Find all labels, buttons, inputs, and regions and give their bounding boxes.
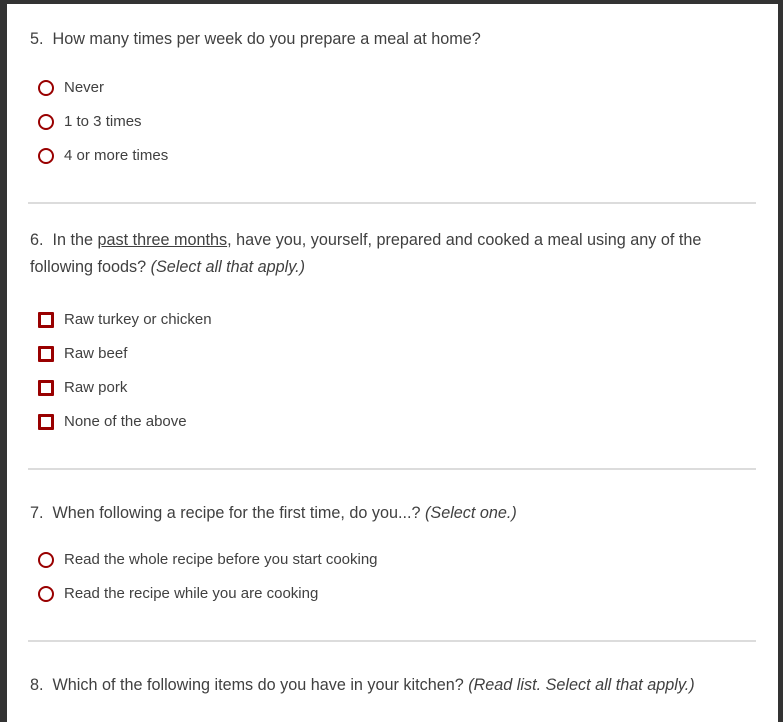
question-text: [30, 227, 756, 281]
question-text-segment: Which of the following items do you have in your kitchen?: [52, 676, 469, 694]
question-text-segment: How many times per week do you prepare a meal at home?: [52, 30, 481, 48]
checkbox-icon[interactable]: [38, 414, 54, 430]
option-label: None of the above: [64, 413, 187, 430]
option-label: Raw turkey or chicken: [64, 311, 212, 328]
question-6: [28, 204, 756, 468]
radio-option[interactable]: [38, 551, 756, 568]
checkbox-icon[interactable]: [38, 312, 54, 328]
radio-button-icon[interactable]: [38, 114, 54, 130]
question-text: [30, 26, 756, 53]
radio-option[interactable]: [38, 113, 756, 130]
question-text-segment: , have you, yourself, prepared and cooked a meal using any of the following foods?: [30, 231, 702, 276]
option-label: Read the whole recipe before you start cooking: [64, 551, 378, 568]
option-label: Raw pork: [64, 379, 128, 396]
checkbox-option[interactable]: [38, 311, 756, 328]
radio-option[interactable]: [38, 585, 756, 602]
option-label: Raw beef: [64, 345, 128, 362]
question-text: [30, 672, 756, 699]
question-text-segment: past three months: [97, 231, 228, 249]
checkbox-icon[interactable]: [38, 346, 54, 362]
question-8: [28, 642, 756, 720]
options-list: [38, 311, 756, 430]
radio-option[interactable]: [38, 79, 756, 96]
question-text-segment: In the: [52, 231, 98, 249]
checkbox-option[interactable]: [38, 413, 756, 430]
question-number: 7.: [30, 504, 44, 522]
question-7: [28, 470, 756, 640]
question-text-segment: When following a recipe for the first time, do you...?: [52, 504, 426, 522]
question-text-segment: (Select all that apply.): [150, 258, 306, 276]
survey-body: [7, 4, 778, 720]
question-5: [28, 4, 756, 202]
radio-button-icon[interactable]: [38, 80, 54, 96]
checkbox-option[interactable]: [38, 379, 756, 396]
option-label: Read the recipe while you are cooking: [64, 585, 319, 602]
option-label: 1 to 3 times: [64, 113, 142, 130]
radio-button-icon[interactable]: [38, 586, 54, 602]
checkbox-option[interactable]: [38, 345, 756, 362]
question-text-segment: (Read list. Select all that apply.): [468, 676, 695, 694]
options-list: [38, 79, 756, 164]
checkbox-icon[interactable]: [38, 380, 54, 396]
option-label: 4 or more times: [64, 147, 169, 164]
question-number: 5.: [30, 30, 44, 48]
question-number: 6.: [30, 231, 44, 249]
options-list: [38, 551, 756, 602]
question-text: [30, 500, 756, 527]
question-text-segment: (Select one.): [425, 504, 517, 522]
radio-button-icon[interactable]: [38, 148, 54, 164]
radio-button-icon[interactable]: [38, 552, 54, 568]
radio-option[interactable]: [38, 147, 756, 164]
question-number: 8.: [30, 676, 44, 694]
option-label: Never: [64, 79, 105, 96]
